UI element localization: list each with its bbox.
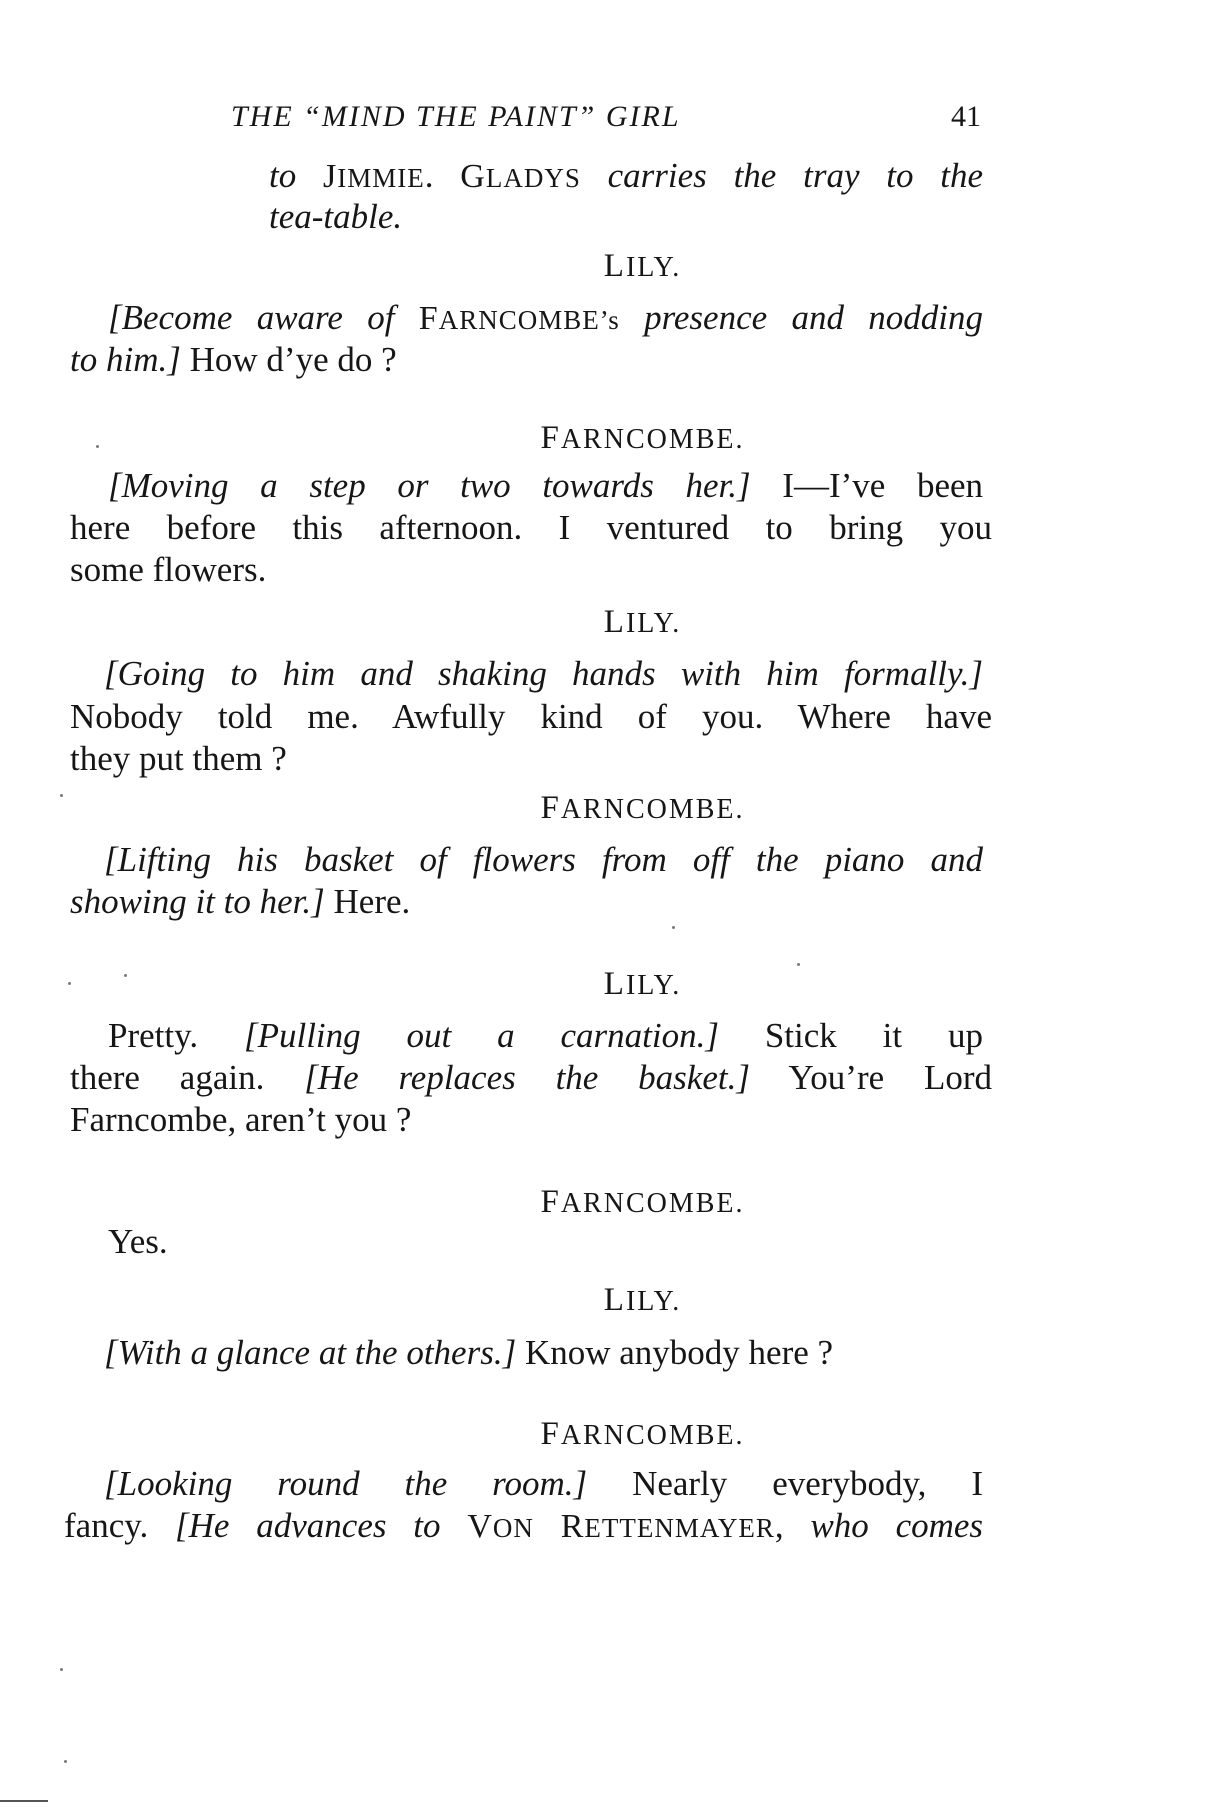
dialogue-line: fancy. [He advances to VON RETTENMAYER, who comes bbox=[64, 1506, 984, 1545]
stage-direction-continued-line-2: tea-table. bbox=[269, 197, 403, 236]
dialogue-line: [Moving a step or two towards her.] I—I’ve been bbox=[108, 466, 984, 505]
dialogue-line: they put them ? bbox=[70, 739, 287, 778]
dialogue-line: [Going to him and shaking hands with him formally.] bbox=[104, 654, 983, 693]
dialogue-line: [Lifting his basket of flowers from off the piano and bbox=[104, 840, 983, 879]
speaker-heading-farncombe: FARNCOMBE. bbox=[540, 1416, 745, 1452]
stage-direction-continued-line-1: to JIMMIE. GLADYS carries the tray to the bbox=[269, 156, 984, 195]
scan-speck bbox=[797, 963, 800, 966]
running-title: THE “MIND THE PAINT” GIRL bbox=[231, 100, 681, 133]
scan-speck bbox=[64, 1760, 67, 1763]
dialogue-line: Farncombe, aren’t you ? bbox=[70, 1100, 412, 1139]
speaker-heading-lily: LILY. bbox=[603, 1282, 682, 1318]
speaker-heading-lily: LILY. bbox=[603, 604, 682, 640]
scan-speck bbox=[124, 974, 127, 977]
dialogue-line: [Become aware of FARNCOMBE’s presence and nodding bbox=[108, 298, 984, 337]
dialogue-line: Nobody told me. Awfully kind of you. Where have bbox=[70, 697, 992, 736]
dialogue-line: [With a glance at the others.] Know anybody here ? bbox=[104, 1333, 834, 1372]
scan-speck bbox=[96, 445, 99, 448]
dialogue-line: Pretty. [Pulling out a carnation.] Stick it up bbox=[108, 1016, 983, 1055]
scan-edge-mark bbox=[0, 1800, 48, 1802]
speaker-heading-farncombe: FARNCOMBE. bbox=[540, 420, 745, 456]
dialogue-line: to him.] How d’ye do ? bbox=[70, 340, 397, 379]
dialogue-line: here before this afternoon. I ventured to bring you bbox=[70, 508, 992, 547]
speaker-heading-lily: LILY. bbox=[603, 248, 682, 284]
dialogue-line: some flowers. bbox=[70, 550, 267, 589]
speaker-heading-lily: LILY. bbox=[603, 966, 682, 1002]
dialogue-line: [Looking round the room.] Nearly everybody, I bbox=[104, 1464, 983, 1503]
scan-speck bbox=[68, 982, 71, 985]
speaker-heading-farncombe: FARNCOMBE. bbox=[540, 790, 745, 826]
speaker-heading-farncombe: FARNCOMBE. bbox=[540, 1184, 745, 1220]
dialogue-line: showing it to her.] Here. bbox=[70, 882, 411, 921]
dialogue-line: there again. [He replaces the basket.] You’re Lord bbox=[70, 1058, 993, 1097]
scan-speck bbox=[672, 926, 675, 929]
page-number: 41 bbox=[951, 100, 981, 133]
scan-speck bbox=[60, 794, 63, 797]
dialogue-line: Yes. bbox=[108, 1222, 168, 1261]
scan-speck bbox=[60, 1668, 63, 1671]
